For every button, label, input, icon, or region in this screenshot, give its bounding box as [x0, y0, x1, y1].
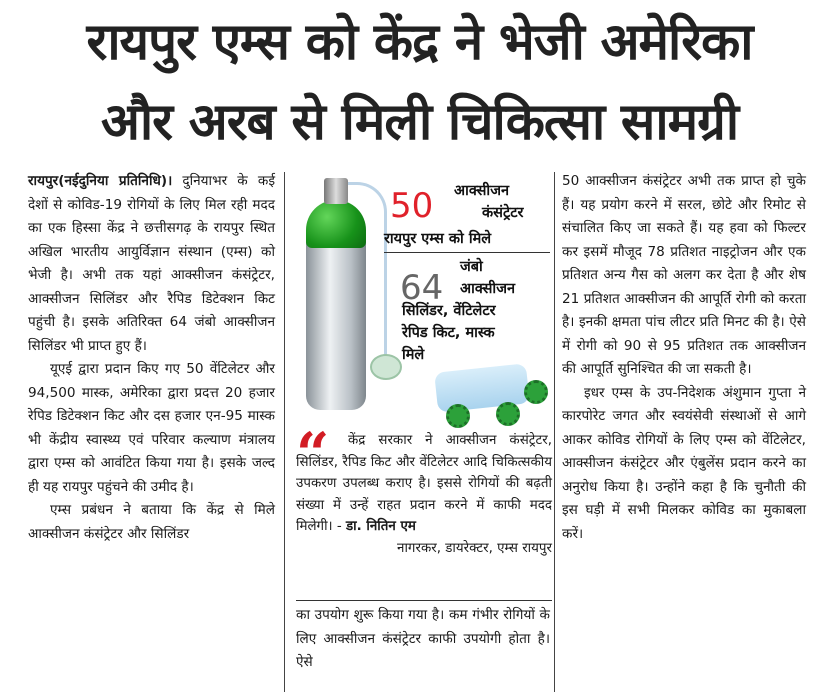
- quote-bottom-rule: [296, 600, 552, 601]
- oxygen-mask-image: [370, 354, 402, 380]
- stat-64-label-line1: जंबो: [460, 259, 483, 275]
- stat-64-label-line3: सिलिंडर, वेंटिलेटर: [402, 303, 496, 319]
- column1-paragraph-3: एम्स प्रबंधन ने बताया कि केंद्र से मिले आक्सीजन कंसंट्रेटर और सिलिंडर: [28, 502, 275, 542]
- quote-author: डा. नितिन एम: [346, 519, 416, 534]
- stat-50-label-line1: आक्सीजन: [454, 183, 509, 199]
- column3-paragraph-1: 50 आक्सीजन कंसंट्रेटर अभी तक प्राप्त हो चुके हैं। यह प्रयोग करने में सरल, छोटे और रिमोट से संचालित किए जा सकते हैं। यह हवा को फिल्टर कर इसमें मौजूद 78 प्रतिशत नाइट्रोजन और एक प्रतिशत अन्य गैस को अलग कर देता है और शेष 21 प्रतिशत आक्सीजन की आपूर्ति रोगी को करता है। इनकी क्षमता पांच लीटर प्रति मिनट की है। ऐसे में रोगी को 90 से 95 प्रतिशत तक आक्सीजन की आपूर्ति सुनिश्चित की जा सकती है।: [562, 173, 806, 377]
- quote-mark-icon: “: [296, 420, 330, 488]
- article-column-3: [562, 170, 806, 546]
- virus-icon: [496, 402, 520, 426]
- stat-50-label-line2: कंसंट्रेटर: [482, 205, 524, 221]
- article-column-2: [296, 604, 550, 675]
- column-divider-1: [284, 172, 285, 692]
- column-divider-2: [554, 172, 555, 692]
- cylinder-body-image: [306, 230, 366, 410]
- stat-50-label-line3: रायपुर एम्स को मिले: [384, 231, 492, 247]
- column1-paragraph-2: यूएई द्वारा प्रदान किए गए 50 वेंटिलेटर और 94,500 मास्क, अमेरिका द्वारा प्रदत्त 20 हजार रेपिड डिटेक्शन किट और दस हजार एन-95 मास्क भी केंद्रीय स्वास्थ्य एवं परिवार कल्याण मंत्रालय द्वारा एम्स को आवंटित किया गया है। इसके जल्द ही यह रायपुर पहुंचने की उमीद है।: [28, 361, 275, 495]
- column2-paragraph: का उपयोग शुरू किया गया है। कम गंभीर रोगियों के लिए आक्सीजन कंसंट्रेटर काफी उपयोगी होता है। ऐसे: [296, 607, 550, 670]
- pull-quote: [296, 420, 552, 559]
- stat-64-label-line2: आक्सीजन: [460, 281, 515, 297]
- stat-number-64: 64: [400, 268, 444, 308]
- stat-64-label-line5: मिले: [402, 347, 425, 363]
- column3-paragraph-2: इधर एम्स के उप-निदेशक अंशुमान गुप्ता ने कारपोरेट जगत और स्वयंसेवी संस्थाओं से आगे आकर कोविड रोगियों के लिए एम्स को वेंटिलेटर, आक्सीजन कंसंट्रेटर और एंबुलेंस प्रदान करने का अनुरोध किया है। उन्होंने कहा है कि चुनौती की इस घड़ी में सभी मिलकर कोविड का मुकाबला करें।: [562, 384, 806, 542]
- stat-number-50: 50: [390, 186, 434, 226]
- dateline: रायपुर(नईदुनिया प्रतिनिधि)।: [28, 173, 173, 189]
- headline-line-2: और अरब से मिली चिकित्सा सामग्री: [100, 93, 739, 152]
- stat-64-label: [402, 256, 515, 366]
- cylinder-valve-image: [324, 178, 348, 204]
- quote-role: नागरकर, डायरेक्टर, एम्स रायपुर: [397, 540, 552, 556]
- virus-icon: [524, 380, 548, 404]
- virus-icon: [446, 404, 470, 428]
- article-column-1: [28, 170, 275, 546]
- column1-p1-text: दुनियाभर के कई देशों से कोविड-19 रोगियों के लिए मिल रही मदद का एक हिस्सा केंद्र ने छत्तीसगढ़ के रायपुर स्थित अखिल भारतीय आयुर्विज्ञान संस्थान (एम्स) को भेजी है। अभी तक यहां आक्सीजन कंसंट्रेटर, आक्सीजन सिलिंडर और रैपिड डिटेक्शन किट पहुंची है। इसके अतिरिक्त 64 जंबो आक्सीजन सिलिंडर भी प्राप्त हुए हैं।: [28, 173, 275, 354]
- column1-paragraph-1: [28, 170, 275, 358]
- oxygen-cylinder-graphic: [296, 172, 552, 427]
- quote-text: [296, 420, 552, 538]
- stat-64-label-line4: रेपिड किट, मास्क: [402, 325, 495, 341]
- quote-body: केंद्र सरकार ने आक्सीजन कंसंट्रेटर, सिलिंडर, रैपिड किट और वेंटिलेटर आदि चिकित्सकीय उपकरण उपलब्ध कराए है। इससे रोगियों की बढ़ती संख्या में उन्हें राहत प्रदान करने में काफी मदद मिलेगी। -: [296, 433, 552, 534]
- stat-divider: [384, 252, 550, 253]
- headline-line-1: रायपुर एम्स को केंद्र ने भेजी अमेरिका: [86, 13, 753, 72]
